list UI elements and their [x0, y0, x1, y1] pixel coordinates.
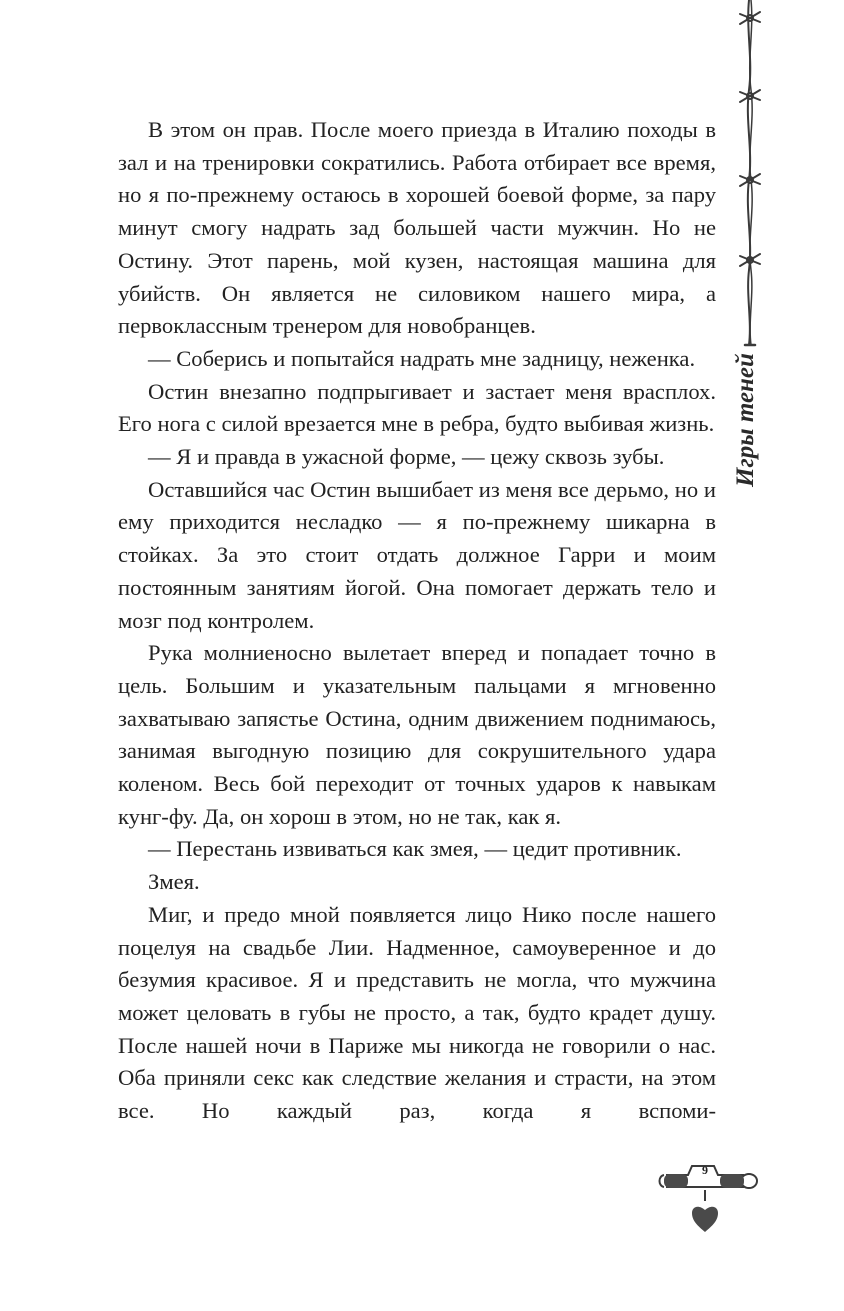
running-title-container	[718, 345, 774, 495]
body-text	[118, 114, 716, 1128]
page-number-ornament	[658, 1160, 768, 1240]
paragraph: В этом он прав. После моего приезда в Италию походы в зал и на тренировки сократились. Работа отбирает все время, но я по-прежнему остаюсь в хорошей боевой форме, за пару минут смогу надрать зад большей части мужчин. Но не Остину. Этот парень, мой кузен, настоящая машина для убийств. Он является не силовиком нашего мира, а первоклассным тренером для новобранцев.	[118, 117, 716, 339]
paragraph: Змея.	[148, 869, 200, 895]
paragraph: Оставшийся час Остин вышибает из меня все дерьмо, но и ему приходится несладко — я по-прежнему шикарна в стойках. За это стоит отдать должное Гарри и моим постоянным занятиям йогой. Она помогает держать тело и мозг под контролем.	[118, 476, 716, 633]
paragraph: — Я и правда в ужасной форме, — цежу сквозь зубы.	[148, 444, 665, 470]
barbed-wire-ornament	[730, 0, 770, 350]
paragraph: Рука молниеносно вылетает вперед и попадает точно в цель. Большим и указательным пальцами я мгновенно захватываю запястье Остина, одним движением поднимаюсь, занимая выгодную позицию для сокрушительного удара коленом. Весь бой переходит от точных ударов к навыкам кунг-фу. Да, он хорош в этом, но не так, как я.	[118, 640, 716, 829]
paragraph: — Соберись и попытайся надрать мне задницу, неженка.	[148, 345, 696, 371]
paragraph: Остин внезапно подпрыгивает и застает меня врасплох. Его нога с силой врезается мне в ребра, будто выбивая жизнь.	[118, 378, 716, 437]
paragraph: Миг, и предо мной появляется лицо Нико после нашего поцелуя на свадьбе Лии. Надменное, самоуверенное и до безумия красивое. Я и представить не могла, что мужчина может целовать в губы не просто, а так, будто крадет душу. После нашей ночи в Париже мы никогда не говорили о нас. Оба приняли секс как следствие желания и страсти, на этом все. Но каждый раз, когда я вспоми-	[118, 901, 716, 1124]
paragraph: — Перестань извиваться как змея, — цедит противник.	[148, 836, 682, 862]
running-title: Игры теней	[732, 353, 759, 487]
page-number: 9	[702, 1163, 708, 1177]
